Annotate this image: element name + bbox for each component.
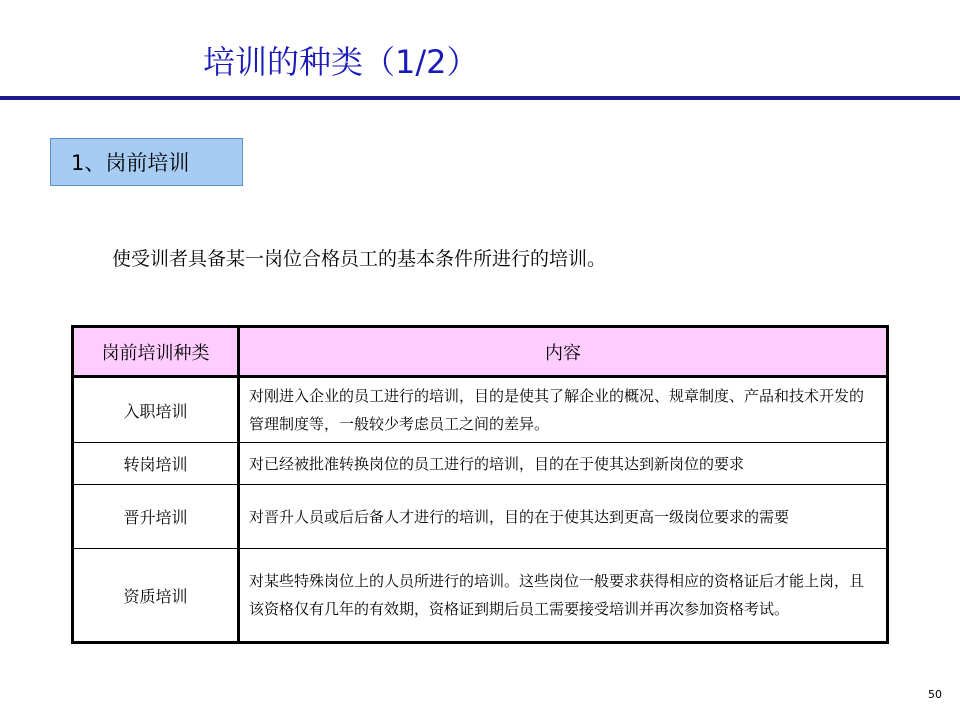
header-type: 岗前培训种类 xyxy=(73,327,239,377)
table-row xyxy=(73,443,888,485)
table-row xyxy=(73,549,888,643)
table-row xyxy=(73,485,888,549)
row-type: 入职培训 xyxy=(73,377,239,443)
table-header-row xyxy=(73,327,888,377)
page-number: 50 xyxy=(928,688,942,701)
header-content: 内容 xyxy=(239,327,888,377)
row-type: 资质培训 xyxy=(73,549,239,643)
row-type: 晋升培训 xyxy=(73,485,239,549)
section-label: 1、岗前培训 xyxy=(71,151,190,175)
row-content: 对已经被批准转换岗位的员工进行的培训，目的在于使其达到新岗位的要求 xyxy=(239,443,888,485)
section-label-box xyxy=(50,138,243,186)
table-row xyxy=(73,377,888,443)
training-types-table xyxy=(71,325,889,644)
slide-title: 培训的种类（1/2） xyxy=(203,43,479,81)
title-divider xyxy=(0,96,960,100)
row-content: 对刚进入企业的员工进行的培训，目的是使其了解企业的概况、规章制度、产品和技术开发的管理制度等，一般较少考虑员工之间的差异。 xyxy=(239,377,888,443)
definition-text: 使受训者具备某一岗位合格员工的基本条件所进行的培训。 xyxy=(112,248,607,270)
row-type: 转岗培训 xyxy=(73,443,239,485)
row-content: 对晋升人员或后后备人才进行的培训，目的在于使其达到更高一级岗位要求的需要 xyxy=(239,485,888,549)
row-content: 对某些特殊岗位上的人员所进行的培训。这些岗位一般要求获得相应的资格证后才能上岗，且该资格仅有几年的有效期，资格证到期后员工需要接受培训并再次参加资格考试。 xyxy=(239,549,888,643)
